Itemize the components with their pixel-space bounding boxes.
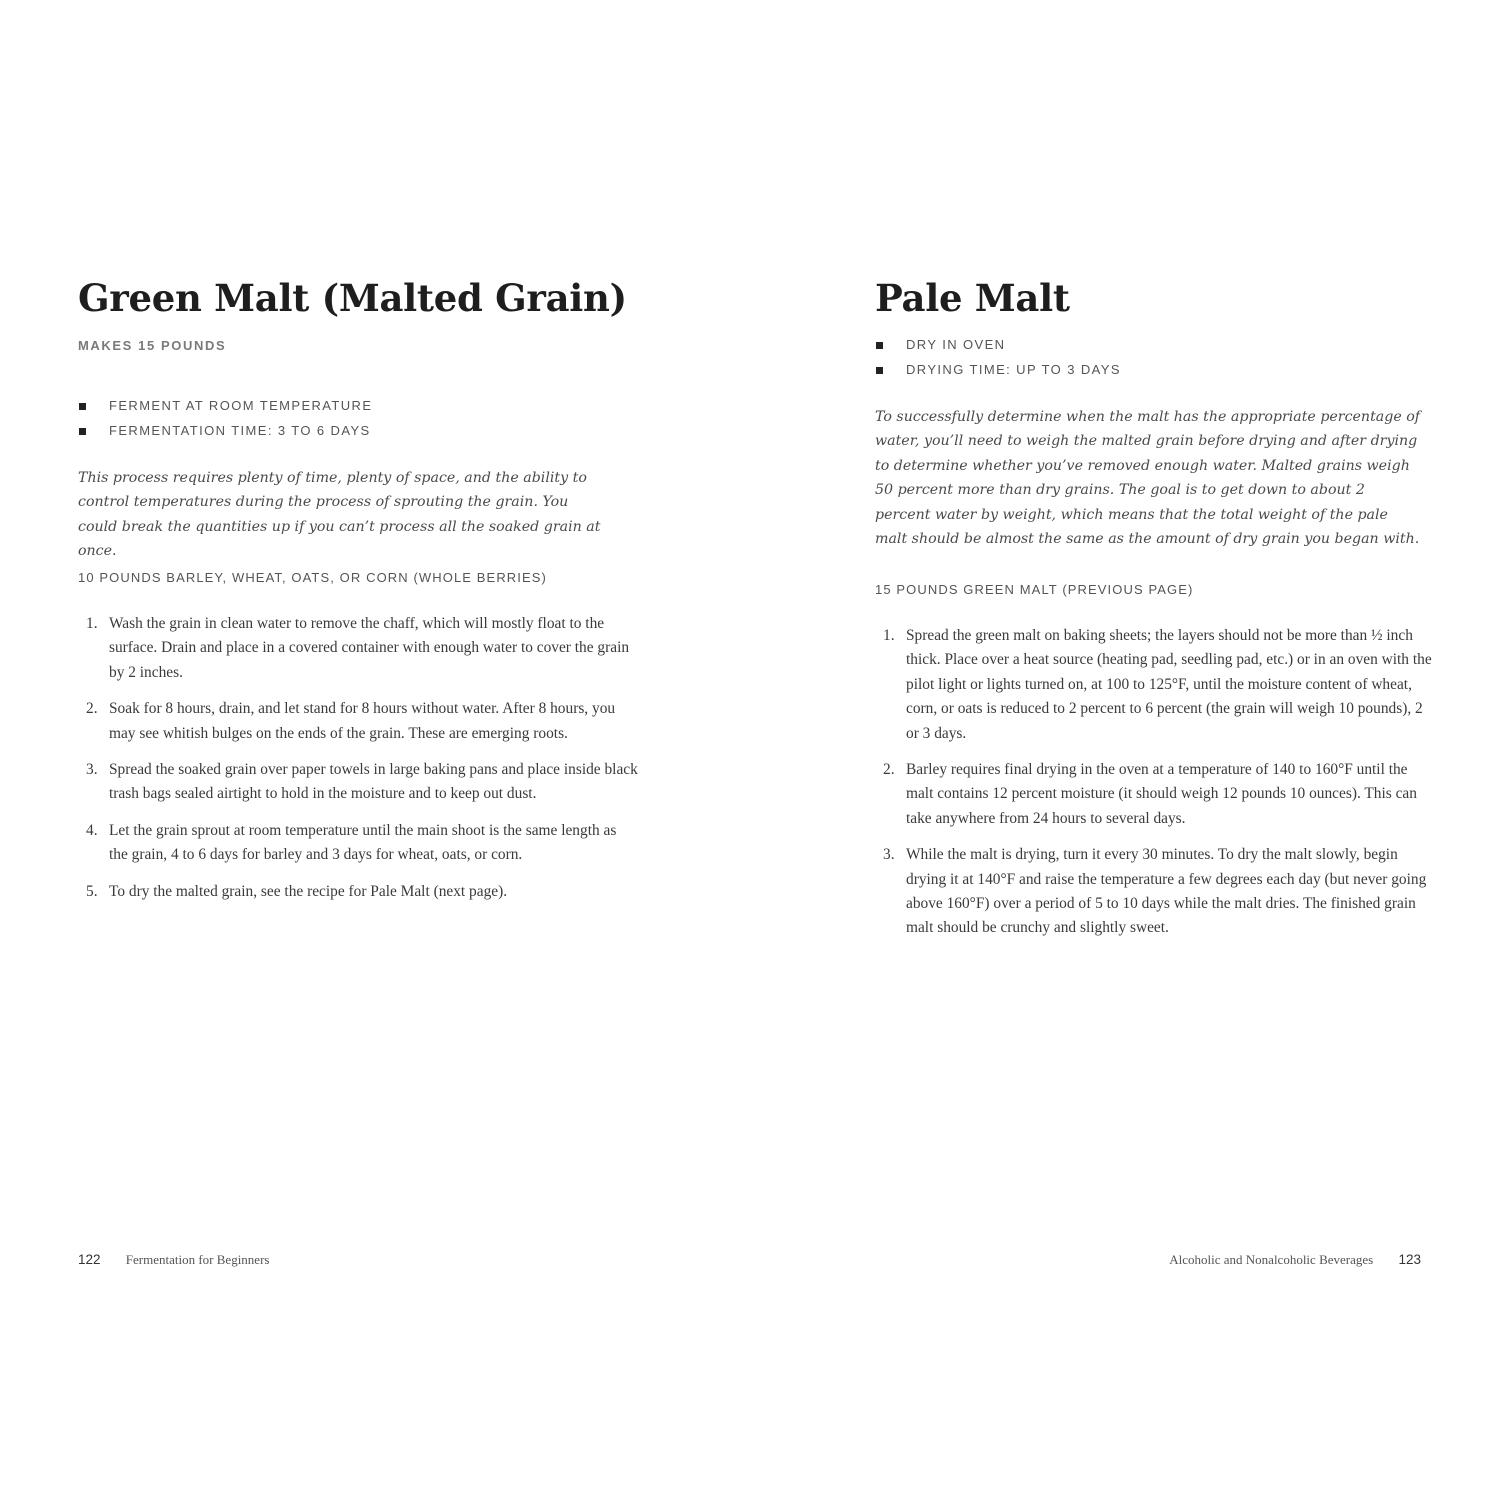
step-item: 3. Spread the soaked grain over paper towels in large baking pans and place inside black trash bags sealed airtight to hold in the moisture and to keep out dust. <box>86 761 638 803</box>
right-page <box>875 0 1435 1500</box>
recipe-steps <box>875 624 1435 953</box>
attribute-item: DRY IN OVEN <box>875 333 1121 358</box>
section-title: Alcoholic and Nonalcoholic Beverages <box>1169 1252 1374 1267</box>
recipe-steps <box>78 612 638 916</box>
square-bullet-icon <box>876 342 883 349</box>
recipe-title: Pale Malt <box>875 276 1070 320</box>
recipe-yield: MAKES 15 POUNDS <box>78 338 227 353</box>
recipe-intro: To successfully determine when the malt has the appropriate percentage of water, you’ll need to weigh the malted grain before drying and after drying to determine whether you’ve removed enough water. Malted grains weigh 50 percent more than dry grains. The goal is to get down to about 2 percent water by weight, which means that the total weight of the pale malt should be almost the same as the amount of dry grain you began with. <box>875 409 1421 548</box>
step-item: 1. Wash the grain in clean water to remove the chaff, which will mostly float to the surface. Drain and place in a covered container with enough water to cover the grain by 2 inches. <box>86 615 630 681</box>
step-item: 4. Let the grain sprout at room temperature until the main shoot is the same length as the grain, 4 to 6 days for barley and 3 days for wheat, oats, or corn. <box>86 821 617 864</box>
recipe-title: Green Malt (Malted Grain) <box>78 276 627 320</box>
square-bullet-icon <box>876 367 883 374</box>
recipe-attributes <box>78 394 372 443</box>
book-title: Fermentation for Beginners <box>125 1252 270 1267</box>
attribute-item: DRYING TIME: UP TO 3 DAYS <box>875 358 1121 383</box>
recipe-attributes <box>875 333 1121 382</box>
ingredient-line: 10 POUNDS BARLEY, WHEAT, OATS, OR CORN (WHOLE BERRIES) <box>78 570 547 585</box>
step-item: 3. While the malt is drying, turn it every 30 minutes. To dry the malt slowly, begin drying it at 140°F and raise the temperature a few degrees each day (but never going above 160°F) over a period of 5 to 10 days while the malt dries. The finished grain malt should be crunchy and slightly sweet. <box>883 846 1427 937</box>
attribute-item: FERMENTATION TIME: 3 TO 6 DAYS <box>78 419 372 444</box>
ingredient-line: 15 POUNDS GREEN MALT (PREVIOUS PAGE) <box>875 582 1194 597</box>
square-bullet-icon <box>79 428 86 435</box>
page-number: 122 <box>78 1252 101 1267</box>
left-page <box>78 0 638 1500</box>
step-item: 1. Spread the green malt on baking sheets; the layers should not be more than ½ inch thick. Place over a heat source (heating pad, seedling pad, etc.) or in an oven with the pilot light or lights turned on, at 100 to 125°F, until the moisture content of wheat, corn, or oats is reduced to 2 percent to 6 percent (the grain will weigh 10 pounds), 2 or 3 days. <box>883 627 1432 742</box>
recipe-intro: This process requires plenty of time, plenty of space, and the ability to control temperatures during the process of sprouting the grain. You could break the quantities up if you can’t process all the soaked grain at once. <box>78 470 601 560</box>
step-item: 5. To dry the malted grain, see the recipe for Pale Malt (next page). <box>86 882 508 900</box>
square-bullet-icon <box>79 403 86 410</box>
page-footer <box>78 1252 269 1268</box>
step-item: 2. Barley requires final drying in the oven at a temperature of 140 to 160°F until the malt contains 12 percent moisture (it should weigh 12 pounds 10 ounces). This can take anywhere from 24 hours to several days. <box>883 761 1417 827</box>
page-footer <box>1169 1252 1421 1268</box>
attribute-item: FERMENT AT ROOM TEMPERATURE <box>78 394 372 419</box>
step-item: 2. Soak for 8 hours, drain, and let stand for 8 hours without water. After 8 hours, you may see whitish bulges on the ends of the grain. These are emerging roots. <box>86 700 616 742</box>
page-number: 123 <box>1398 1252 1421 1267</box>
